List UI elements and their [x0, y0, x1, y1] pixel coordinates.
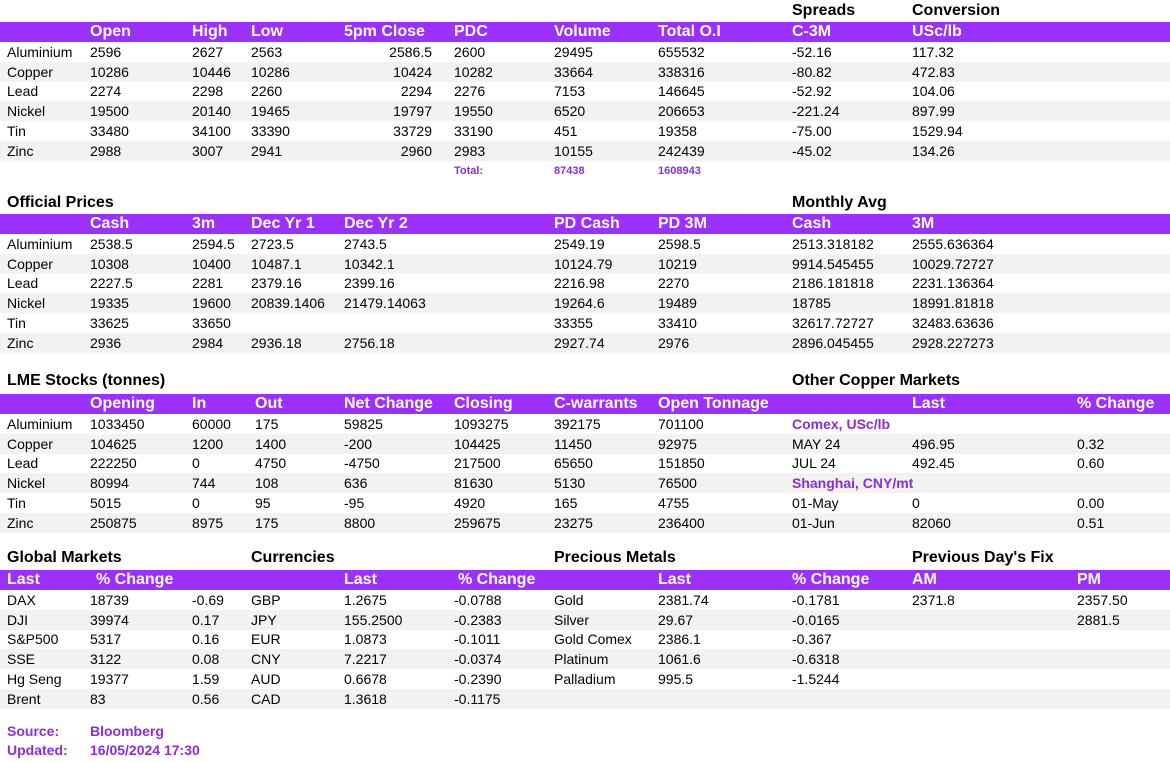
price-cell: -45.02: [792, 142, 832, 159]
currency-last-cell: 1.2675: [344, 592, 387, 608]
currency-last-cell: 155.2500: [344, 611, 403, 628]
index-last-cell: 3122: [90, 651, 122, 668]
price-cell: 2983: [454, 142, 486, 159]
stock-cell: 1400: [255, 435, 287, 452]
price-cell: 472.83: [912, 63, 955, 80]
price-cell: -80.82: [792, 63, 832, 80]
official-price-cell: 18785: [792, 295, 831, 312]
price-cell: 10286: [251, 63, 290, 80]
precious-change-cell: -0.1781: [792, 592, 840, 608]
price-cell: 33190: [454, 122, 493, 139]
price-cell: 134.26: [912, 142, 955, 159]
official-price-cell: 33410: [658, 314, 697, 331]
monthly-avg-title: Monthly Avg: [792, 194, 887, 211]
stocks-column-header: C-warrants: [554, 395, 638, 412]
stock-cell: 23275: [554, 514, 593, 531]
price-cell: 33729: [393, 122, 432, 139]
source-label: Source:: [7, 723, 60, 739]
price-cell: 2596: [90, 44, 122, 60]
price-cell: 146645: [658, 83, 705, 100]
official-price-cell: 19489: [658, 295, 697, 312]
price-cell: -52.92: [792, 83, 832, 100]
official-price-cell: 10029.72727: [912, 255, 994, 272]
copper-contract-label: 01-May: [792, 494, 839, 511]
currency-change-cell: -0.1175: [454, 690, 501, 707]
source-value: Bloomberg: [90, 723, 164, 739]
stock-cell: 151850: [658, 455, 705, 472]
price-cell: -221.24: [792, 103, 840, 120]
stock-cell: 104625: [90, 435, 137, 452]
total-label: Total:: [454, 165, 484, 177]
prices-column-header: PDC: [454, 23, 488, 40]
official-price-cell: 2555.636364: [912, 236, 994, 252]
metal-label: Zinc: [7, 514, 34, 531]
copper-change-cell: 0.32: [1077, 435, 1105, 452]
official-column-header: 3m: [192, 215, 216, 232]
official-price-cell: 2513.318182: [792, 236, 874, 252]
official-price-cell: 2399.16: [344, 275, 395, 292]
stock-cell: 1093275: [454, 416, 509, 432]
price-cell: 7153: [554, 83, 586, 100]
conversion-title: Conversion: [912, 2, 1001, 19]
copper-column-header: % Change: [1077, 395, 1155, 412]
global-markets-title: Global Markets: [7, 549, 122, 566]
stocks-column-header: Net Change: [344, 395, 433, 412]
precious-column-header: Last: [658, 571, 691, 588]
copper-change-cell: 0.00: [1077, 494, 1105, 511]
stock-cell: 392175: [554, 416, 601, 432]
official-price-cell: 19600: [192, 295, 231, 312]
fix-column-header: PM: [1077, 571, 1101, 588]
official-price-cell: 18991.81818: [912, 295, 994, 312]
precious-metal-label: Gold Comex: [554, 631, 632, 648]
global-column-header: % Change: [96, 571, 174, 588]
stock-cell: 222250: [90, 455, 137, 472]
precious-metal-label: Palladium: [554, 670, 616, 687]
price-cell: 10424: [393, 63, 432, 80]
index-last-cell: 18739: [90, 592, 129, 608]
price-cell: 3007: [192, 142, 224, 159]
precious-last-cell: 2386.1: [658, 631, 701, 648]
currency-label: CNY: [251, 651, 281, 668]
currency-column-header: Last: [344, 571, 377, 588]
official-price-cell: 2186.181818: [792, 275, 874, 292]
copper-last-cell: 82060: [912, 514, 951, 531]
price-cell: 33390: [251, 122, 290, 139]
official-price-cell: 2281: [192, 275, 224, 292]
price-cell: 2563: [251, 44, 283, 60]
index-last-cell: 19377: [90, 670, 129, 687]
price-cell: 338316: [658, 63, 705, 80]
stock-cell: 104425: [454, 435, 501, 452]
price-cell: 34100: [192, 122, 231, 139]
metal-label: Nickel: [7, 475, 46, 492]
price-cell: 10282: [454, 63, 493, 80]
stocks-column-header: Opening: [90, 395, 155, 412]
price-cell: 104.06: [912, 83, 955, 100]
currency-label: CAD: [251, 690, 281, 707]
prices-column-header: USc/lb: [912, 23, 962, 40]
official-price-cell: 10308: [90, 255, 129, 272]
price-cell: 2260: [251, 83, 283, 100]
metal-label: Lead: [7, 275, 39, 292]
official-price-cell: 2984: [192, 334, 224, 351]
price-cell: 897.99: [912, 103, 955, 120]
price-cell: 19550: [454, 103, 493, 120]
currency-last-cell: 7.2217: [344, 651, 387, 668]
official-column-header: Cash: [792, 215, 832, 232]
metal-label: Copper: [7, 435, 53, 452]
copper-contract-label: MAY 24: [792, 435, 841, 452]
precious-change-cell: -0.367: [792, 631, 832, 648]
stock-cell: 175: [255, 514, 279, 531]
stock-cell: 76500: [658, 475, 697, 492]
official-price-cell: 19264.6: [554, 295, 605, 312]
fix-am-cell: 2371.8: [912, 592, 955, 608]
official-price-cell: 10342.1: [344, 255, 395, 272]
prices-column-header: Open: [90, 23, 131, 40]
stock-cell: 4755: [658, 494, 690, 511]
official-price-cell: 10219: [658, 255, 697, 272]
official-price-cell: 9914.545455: [792, 255, 874, 272]
price-cell: 33664: [554, 63, 593, 80]
price-cell: 2294: [400, 83, 432, 100]
currency-last-cell: 1.3618: [344, 690, 387, 707]
metal-label: Nickel: [7, 295, 46, 312]
stock-cell: 0: [192, 455, 200, 472]
official-column-header: Dec Yr 2: [344, 215, 408, 232]
stock-cell: -4750: [344, 455, 380, 472]
precious-metals-title: Precious Metals: [554, 549, 676, 566]
stock-cell: 259675: [454, 514, 501, 531]
stock-cell: 5015: [90, 494, 122, 511]
previous-day-fix-title: Previous Day's Fix: [912, 549, 1054, 566]
price-cell: 10286: [90, 63, 129, 80]
prices-column-header: 5pm Close: [344, 23, 425, 40]
official-price-cell: 2928.227273: [912, 334, 994, 351]
official-price-cell: 2743.5: [344, 236, 387, 252]
official-price-cell: 2270: [658, 275, 690, 292]
index-change-cell: 0.56: [192, 690, 220, 707]
price-cell: 20140: [192, 103, 231, 120]
metal-label: Lead: [7, 455, 39, 472]
official-price-cell: 2216.98: [554, 275, 605, 292]
price-cell: 1529.94: [912, 122, 963, 139]
price-cell: 6520: [554, 103, 586, 120]
price-cell: 2274: [90, 83, 122, 100]
stock-cell: 1033450: [90, 416, 145, 432]
official-price-cell: 2976: [658, 334, 690, 351]
metal-label: Lead: [7, 83, 39, 100]
row-stripe: [0, 689, 1170, 709]
price-cell: 2960: [400, 142, 432, 159]
metal-label: Tin: [7, 494, 26, 511]
spreads-title: Spreads: [792, 2, 856, 19]
stock-cell: 636: [344, 475, 368, 492]
stock-cell: -200: [344, 435, 373, 452]
official-price-cell: 10400: [192, 255, 231, 272]
official-price-cell: 32617.72727: [792, 314, 874, 331]
currency-change-cell: -0.2390: [454, 670, 502, 687]
currency-last-cell: 1.0873: [344, 631, 387, 648]
price-cell: 2988: [90, 142, 122, 159]
price-cell: 117.32: [912, 44, 954, 60]
official-price-cell: 2598.5: [658, 236, 701, 252]
official-price-cell: 2231.136364: [912, 275, 994, 292]
currency-label: GBP: [251, 592, 281, 608]
index-label: SSE: [7, 651, 36, 668]
precious-metal-label: Platinum: [554, 651, 609, 668]
fix-column-header: AM: [912, 571, 937, 588]
copper-column-header: Last: [912, 395, 945, 412]
price-cell: 2941: [251, 142, 283, 159]
copper-last-cell: 0: [912, 494, 920, 511]
copper-contract-label: 01-Jun: [792, 514, 835, 531]
official-price-cell: 2756.18: [344, 334, 395, 351]
stock-cell: 1200: [192, 435, 224, 452]
prices-column-header: C-3M: [792, 23, 832, 40]
updated-value: 16/05/2024 17:30: [90, 742, 200, 758]
copper-change-cell: 0.51: [1077, 514, 1105, 531]
stock-cell: 175: [255, 416, 279, 432]
stock-cell: 8975: [192, 514, 224, 531]
precious-column-header: % Change: [792, 571, 870, 588]
prices-column-header: Volume: [554, 23, 611, 40]
index-last-cell: 39974: [90, 611, 129, 628]
price-cell: 10155: [554, 142, 593, 159]
index-last-cell: 83: [90, 690, 106, 707]
price-cell: 655532: [658, 44, 705, 60]
currency-change-cell: -0.0374: [454, 651, 502, 668]
index-label: Brent: [7, 690, 41, 707]
fix-pm-cell: 2881.5: [1077, 611, 1120, 628]
currency-label: EUR: [251, 631, 281, 648]
precious-last-cell: 1061.6: [658, 651, 701, 668]
metal-label: Aluminium: [7, 416, 73, 432]
precious-last-cell: 29.67: [658, 611, 694, 628]
index-label: Hg Seng: [7, 670, 62, 687]
currency-change-cell: -0.0788: [454, 592, 502, 608]
official-price-cell: 2896.045455: [792, 334, 874, 351]
price-cell: 2627: [192, 44, 224, 60]
price-cell: 19358: [658, 122, 697, 139]
stock-cell: 217500: [454, 455, 501, 472]
official-price-cell: 19335: [90, 295, 129, 312]
index-label: DJI: [7, 611, 28, 628]
official-price-cell: 33355: [554, 314, 593, 331]
official-prices-title: Official Prices: [7, 194, 114, 211]
precious-metal-label: Silver: [554, 611, 590, 628]
price-cell: 19797: [393, 103, 432, 120]
prices-column-header: High: [192, 23, 228, 40]
prices-column-header: Low: [251, 23, 283, 40]
fix-pm-cell: 2357.50: [1077, 592, 1128, 608]
price-cell: 33480: [90, 122, 129, 139]
copper-market-group: Shanghai, CNY/mt: [792, 475, 914, 492]
price-cell: 2586.5: [389, 44, 432, 60]
currencies-title: Currencies: [251, 549, 335, 566]
official-column-header: Cash: [90, 215, 130, 232]
official-column-header: PD Cash: [554, 215, 620, 232]
updated-label: Updated:: [7, 742, 68, 758]
total-volume: 87438: [554, 165, 585, 177]
metal-label: Aluminium: [7, 44, 73, 60]
stocks-column-header: Closing: [454, 395, 513, 412]
stock-cell: 236400: [658, 514, 705, 531]
metal-label: Tin: [7, 122, 26, 139]
price-cell: 19465: [251, 103, 290, 120]
stock-cell: 80994: [90, 475, 129, 492]
stock-cell: 60000: [192, 416, 231, 432]
precious-last-cell: 2381.74: [658, 592, 709, 608]
metal-label: Zinc: [7, 334, 34, 351]
stocks-column-header: Open Tonnage: [658, 395, 769, 412]
metal-label: Copper: [7, 255, 53, 272]
markets-header-band: [0, 570, 1170, 590]
stock-cell: 0: [192, 494, 200, 511]
currency-change-cell: -0.2383: [454, 611, 502, 628]
precious-metal-label: Gold: [554, 592, 584, 608]
stock-cell: 81630: [454, 475, 493, 492]
metal-label: Nickel: [7, 103, 46, 120]
official-price-cell: 2379.16: [251, 275, 302, 292]
official-price-cell: 2538.5: [90, 236, 133, 252]
official-column-header: Dec Yr 1: [251, 215, 315, 232]
precious-change-cell: -1.5244: [792, 670, 840, 687]
official-price-cell: 2549.19: [554, 236, 605, 252]
price-cell: 2298: [192, 83, 224, 100]
price-cell: 19500: [90, 103, 129, 120]
metal-label: Aluminium: [7, 236, 73, 252]
index-label: DAX: [7, 592, 36, 608]
official-column-header: PD 3M: [658, 215, 707, 232]
currency-label: JPY: [251, 611, 277, 628]
index-change-cell: 0.08: [192, 651, 220, 668]
stock-cell: 65650: [554, 455, 593, 472]
official-price-cell: 2936.18: [251, 334, 302, 351]
stock-cell: 4920: [454, 494, 486, 511]
other-copper-markets-title: Other Copper Markets: [792, 372, 961, 389]
official-price-cell: 2723.5: [251, 236, 294, 252]
official-price-cell: 2227.5: [90, 275, 133, 292]
official-price-cell: 33650: [192, 314, 231, 331]
official-price-cell: 10124.79: [554, 255, 613, 272]
stock-cell: 92975: [658, 435, 697, 452]
precious-change-cell: -0.6318: [792, 651, 840, 668]
price-cell: -52.16: [792, 44, 832, 60]
total-open-interest: 1608943: [658, 165, 701, 177]
official-price-cell: 2594.5: [192, 236, 235, 252]
copper-last-cell: 496.95: [912, 435, 955, 452]
official-price-cell: 2936: [90, 334, 122, 351]
index-label: S&P500: [7, 631, 59, 648]
price-cell: 29495: [554, 44, 593, 60]
stock-cell: 4750: [255, 455, 287, 472]
price-cell: 206653: [658, 103, 705, 120]
prices-column-header: Total O.I: [658, 23, 721, 40]
official-price-cell: 20839.1406: [251, 295, 325, 312]
lme-stocks-title: LME Stocks (tonnes): [7, 372, 166, 389]
metal-label: Zinc: [7, 142, 34, 159]
stock-cell: 95: [255, 494, 271, 511]
currency-last-cell: 0.6678: [344, 670, 387, 687]
metal-label: Copper: [7, 63, 53, 80]
price-cell: 10446: [192, 63, 231, 80]
currency-change-cell: -0.1011: [454, 631, 501, 648]
official-price-cell: 10487.1: [251, 255, 302, 272]
stock-cell: 108: [255, 475, 279, 492]
price-cell: 2600: [454, 44, 486, 60]
index-last-cell: 5317: [90, 631, 122, 648]
stock-cell: 59825: [344, 416, 383, 432]
stock-cell: 165: [554, 494, 578, 511]
metal-label: Tin: [7, 314, 26, 331]
index-change-cell: -0.69: [192, 592, 224, 608]
global-column-header: Last: [7, 571, 40, 588]
stock-cell: 8800: [344, 514, 376, 531]
index-change-cell: 1.59: [192, 670, 220, 687]
currency-column-header: % Change: [458, 571, 536, 588]
price-cell: 2276: [454, 83, 486, 100]
stock-cell: -95: [344, 494, 365, 511]
copper-change-cell: 0.60: [1077, 455, 1105, 472]
precious-last-cell: 995.5: [658, 670, 694, 687]
copper-market-group: Comex, USc/lb: [792, 416, 891, 432]
index-change-cell: 0.17: [192, 611, 220, 628]
index-change-cell: 0.16: [192, 631, 220, 648]
official-column-header: 3M: [912, 215, 935, 232]
stock-cell: 701100: [658, 416, 704, 432]
official-price-cell: 32483.63636: [912, 314, 994, 331]
official-price-cell: 2927.74: [554, 334, 605, 351]
price-cell: 451: [554, 122, 578, 139]
price-cell: -75.00: [792, 122, 832, 139]
stocks-column-header: Out: [255, 395, 283, 412]
currency-label: AUD: [251, 670, 281, 687]
official-price-cell: 33625: [90, 314, 129, 331]
stocks-column-header: In: [192, 395, 207, 412]
stock-cell: 5130: [554, 475, 586, 492]
copper-last-cell: 492.45: [912, 455, 955, 472]
precious-change-cell: -0.0165: [792, 611, 840, 628]
stock-cell: 744: [192, 475, 216, 492]
stock-cell: 250875: [90, 514, 137, 531]
stock-cell: 11450: [554, 435, 592, 452]
official-price-cell: 21479.14063: [344, 295, 426, 312]
price-cell: 242439: [658, 142, 705, 159]
copper-contract-label: JUL 24: [792, 455, 836, 472]
